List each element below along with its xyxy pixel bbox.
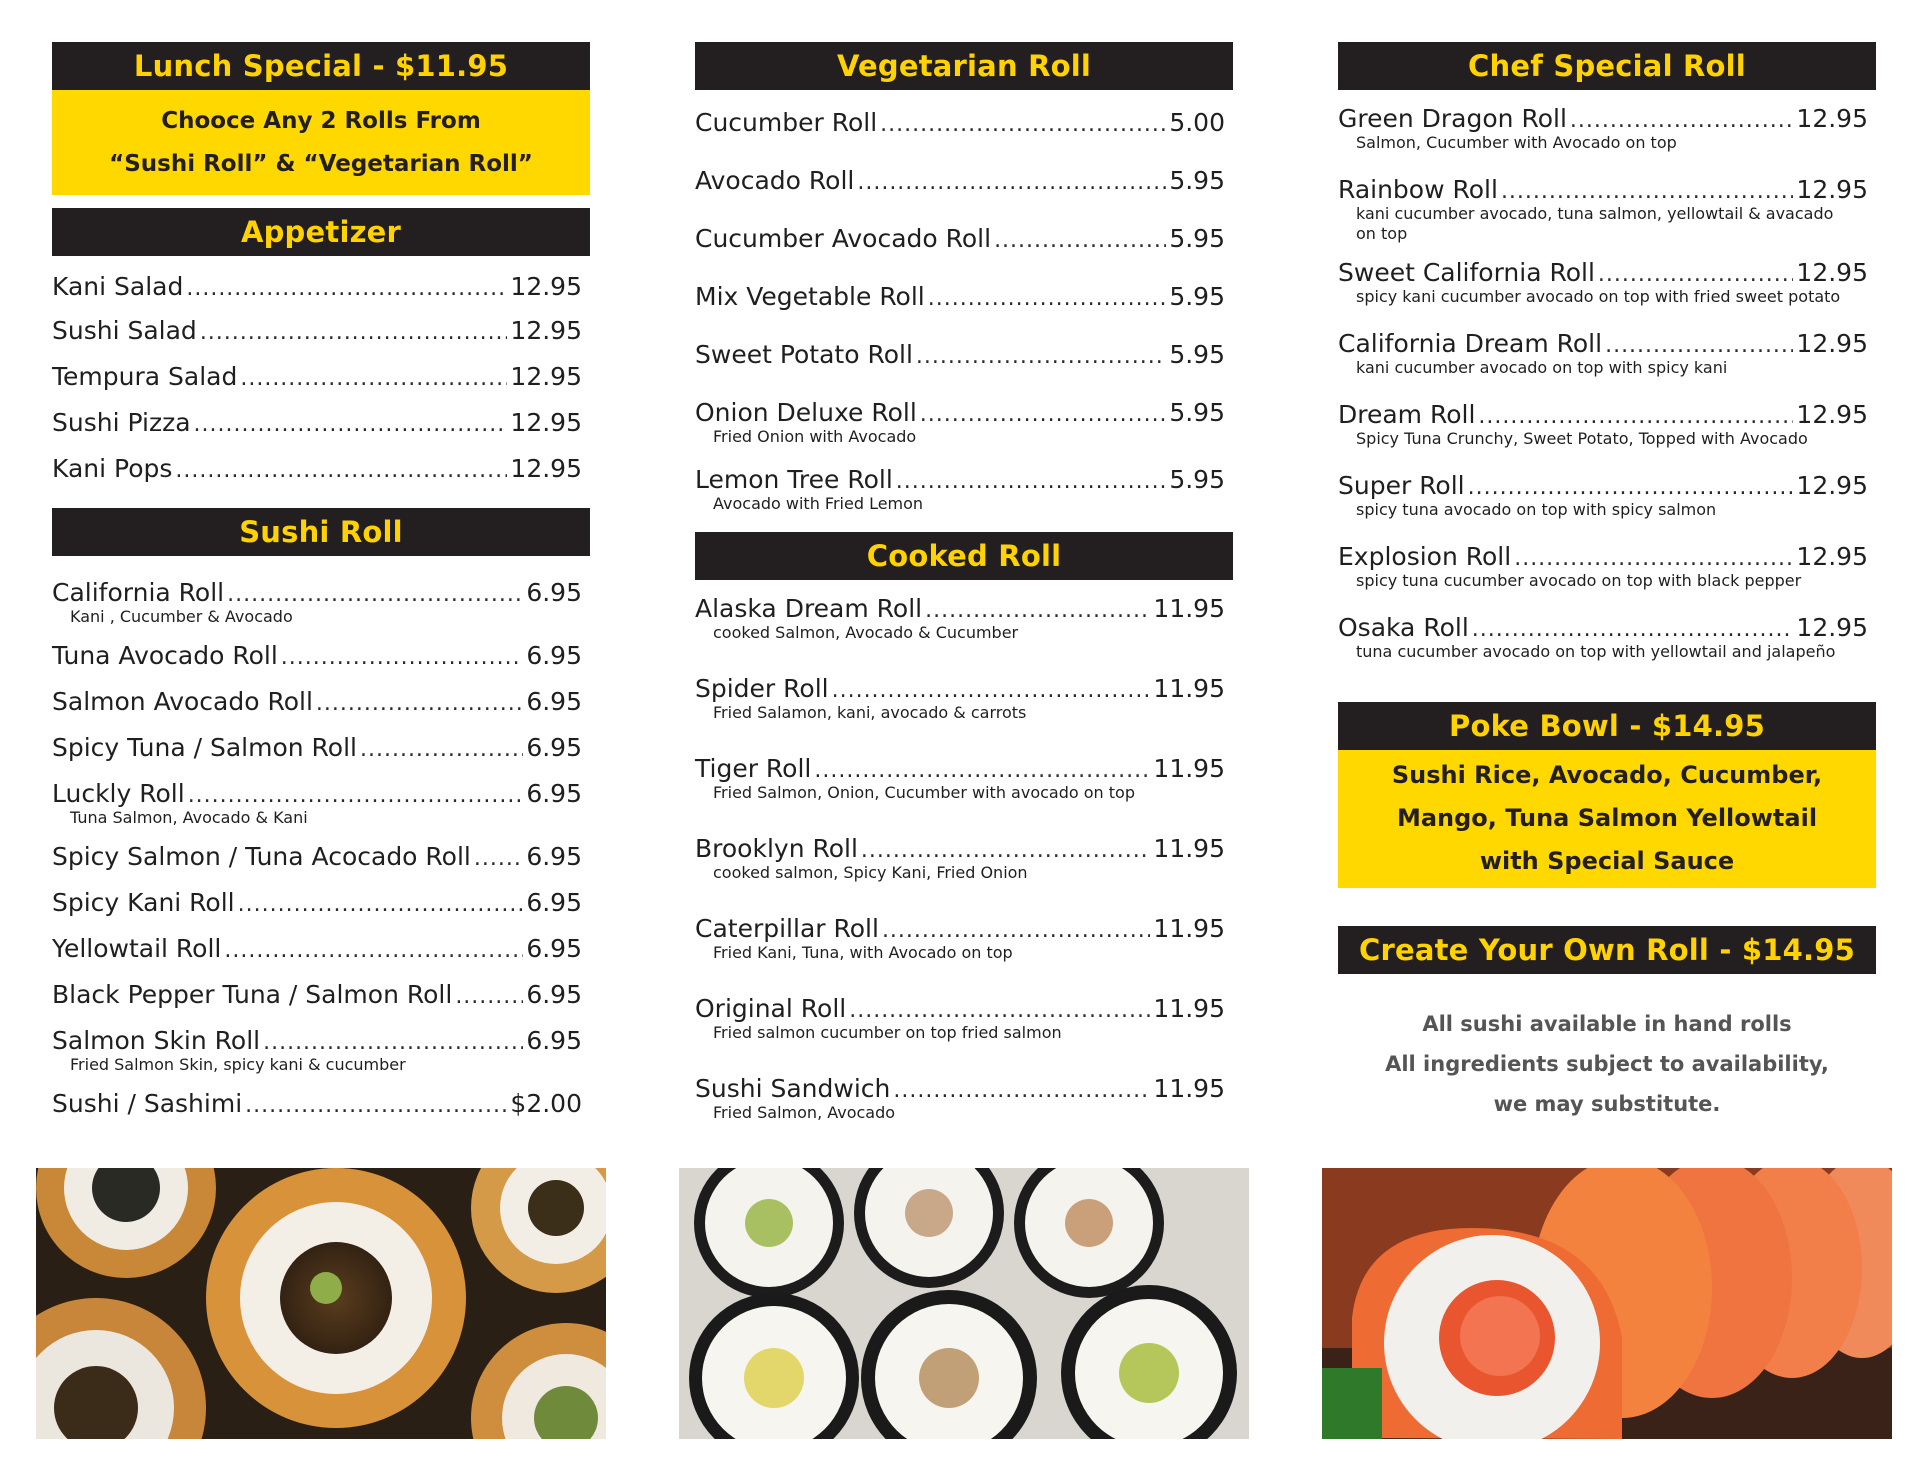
item-name: Sweet Potato Roll [695,340,913,369]
item-name: Osaka Roll [1338,613,1469,642]
menu-item [695,148,1233,206]
menu-item [52,828,590,874]
item-price: 6.95 [526,641,582,670]
appetizer-section [52,208,590,486]
item-name: Salmon Skin Roll [52,1026,261,1055]
item-description: Fried Kani, Tuna, with Avocado on top [713,943,1013,962]
item-description: Fried Salamon, kani, avocado & carrots [713,703,1027,722]
item-price: 12.95 [1796,329,1868,358]
item-price: 6.95 [526,980,582,1009]
appetizer-header: Appetizer [52,208,590,256]
fried-sushi-rolls-photo [36,1168,606,1439]
item-price: 6.95 [526,687,582,716]
item-description: Salmon, Cucumber with Avocado on top [1356,133,1677,152]
item-description: Avocado with Fried Lemon [713,494,924,513]
item-price: 11.95 [1153,674,1225,703]
menu-item [695,322,1233,380]
sushi-roll-section [52,508,590,1121]
cooked-roll-section [695,532,1233,1140]
item-description: cooked Salmon, Avocado & Cucumber [713,623,1019,642]
vegetarian-roll-section [695,42,1233,514]
item-name: Onion Deluxe Roll [695,398,917,427]
item-price: 5.95 [1169,398,1225,427]
item-price: 11.95 [1153,594,1225,623]
menu-item [695,580,1233,660]
sushi-roll-list [52,556,590,1121]
item-name: Spicy Salmon / Tuna Acocado Roll [52,842,471,871]
menu-item [52,348,590,394]
item-price: 12.95 [510,316,582,345]
vegetable-maki-rolls-photo [679,1168,1249,1439]
menu-item [1338,386,1876,457]
item-name: Spicy Kani Roll [52,888,235,917]
poke-bowl-line: Sushi Rice, Avocado, Cucumber, [1391,761,1823,789]
item-price: 12.95 [1796,542,1868,571]
cooked-roll-header: Cooked Roll [695,532,1233,580]
menu-item [695,264,1233,322]
item-price: 12.95 [1796,613,1868,642]
poke-bowl-header: Poke Bowl - $14.95 [1338,702,1876,750]
item-description: kani cucumber avocado, tuna salmon, yellowtail & avacado on top [1356,204,1834,243]
menu-item [695,380,1233,447]
menu-item [695,740,1233,820]
item-name: Cucumber Avocado Roll [695,224,992,253]
menu-item [695,980,1233,1060]
item-price: 12.95 [1796,400,1868,429]
item-name: Super Roll [1338,471,1465,500]
item-name: Kani Salad [52,272,184,301]
item-name: Spicy Tuna / Salmon Roll [52,733,357,762]
menu-item [695,660,1233,740]
lunch-special-header: Lunch Special - $11.95 [52,42,590,90]
item-price: 12.95 [1796,471,1868,500]
item-description: Fried Onion with Avocado [713,427,917,446]
menu-item [1338,457,1876,528]
item-name: Avocado Roll [695,166,855,195]
item-name: Yellowtail Roll [52,934,222,963]
note-line: we may substitute. [1493,1092,1721,1116]
menu-item [695,820,1233,900]
lunch-special-line: “Sushi Roll” & “Vegetarian Roll” [109,151,533,177]
item-name: Mix Vegetable Roll [695,282,925,311]
item-price: 11.95 [1153,1074,1225,1103]
item-name: Sweet California Roll [1338,258,1595,287]
item-name: Cucumber Roll [695,108,878,137]
item-description: spicy tuna cucumber avocado on top with black pepper [1356,571,1802,590]
item-name: Green Dragon Roll [1338,104,1567,133]
item-price: 12.95 [1796,104,1868,133]
item-description: Tuna Salmon, Avocado & Kani [70,808,308,827]
item-description: Fried salmon cucumber on top fried salmon [713,1023,1062,1042]
item-price: 11.95 [1153,834,1225,863]
item-price: 5.95 [1169,340,1225,369]
item-price: 5.95 [1169,224,1225,253]
item-description: kani cucumber avocado on top with spicy kani [1356,358,1728,377]
item-name: Luckly Roll [52,779,185,808]
item-price: 12.95 [1796,175,1868,204]
menu-item [52,556,590,627]
menu-item [695,90,1233,148]
menu-item [695,447,1233,514]
menu-item [1338,528,1876,599]
menu-item [695,1060,1233,1140]
item-description: Kani , Cucumber & Avocado [70,607,293,626]
item-price: 5.95 [1169,166,1225,195]
item-name: Spider Roll [695,674,829,703]
item-name: Lemon Tree Roll [695,465,893,494]
item-price: 6.95 [526,934,582,963]
item-name: Sushi Sandwich [695,1074,891,1103]
sushi-roll-header: Sushi Roll [52,508,590,556]
menu-item [52,440,590,486]
menu-item [52,920,590,966]
item-name: Tempura Salad [52,362,238,391]
menu-item [52,1075,590,1121]
appetizer-list [52,256,590,486]
item-price: 12.95 [510,454,582,483]
item-name: California Roll [52,578,225,607]
item-price: 11.95 [1153,994,1225,1023]
item-name: Sushi Pizza [52,408,191,437]
menu-item [52,874,590,920]
vegetarian-roll-header: Vegetarian Roll [695,42,1233,90]
salmon-rolls-photo [1322,1168,1892,1439]
item-name: Rainbow Roll [1338,175,1498,204]
note-line: All sushi available in hand rolls [1422,1012,1792,1036]
item-name: Dream Roll [1338,400,1476,429]
item-price: 6.95 [526,842,582,871]
chef-special-section [1338,42,1876,670]
item-name: Black Pepper Tuna / Salmon Roll [52,980,453,1009]
item-description: cooked salmon, Spicy Kani, Fried Onion [713,863,1028,882]
item-description: spicy kani cucumber avocado on top with fried sweet potato [1356,287,1841,306]
item-price: 11.95 [1153,914,1225,943]
item-name: California Dream Roll [1338,329,1603,358]
item-price: 11.95 [1153,754,1225,783]
menu-item [52,719,590,765]
menu-column-right [1338,42,1876,1124]
item-price: 6.95 [526,733,582,762]
item-price: 12.95 [510,408,582,437]
chef-special-list [1338,90,1876,670]
menu-item [52,1012,590,1075]
item-name: Tiger Roll [695,754,812,783]
menu-column-left [52,42,590,1121]
notes [1338,1004,1876,1124]
item-name: Explosion Roll [1338,542,1512,571]
menu-item [695,900,1233,980]
item-price: 12.95 [510,362,582,391]
menu-item [1338,599,1876,670]
item-price: $2.00 [510,1089,582,1118]
menu-item [1338,161,1876,244]
vegetarian-roll-list [695,90,1233,514]
menu-column-middle [695,42,1233,1140]
note-line: All ingredients subject to availability, [1385,1052,1829,1076]
item-name: Brooklyn Roll [695,834,858,863]
item-price: 6.95 [526,578,582,607]
item-name: Tuna Avocado Roll [52,641,278,670]
poke-bowl-line: Mango, Tuna Salmon Yellowtail [1396,804,1818,832]
menu-item [52,256,590,302]
item-name: Kani Pops [52,454,173,483]
menu-item [1338,244,1876,315]
menu-item [52,765,590,828]
item-description: tuna cucumber avocado on top with yellowtail and jalapeño [1356,642,1836,661]
menu-item [52,966,590,1012]
item-description: Fried Salmon, Avocado [713,1103,896,1122]
menu-item [52,394,590,440]
item-name: Original Roll [695,994,847,1023]
menu-item [1338,315,1876,386]
item-name: Salmon Avocado Roll [52,687,313,716]
item-description: Spicy Tuna Crunchy, Sweet Potato, Topped with Avocado [1356,429,1808,448]
item-price: 5.95 [1169,282,1225,311]
item-name: Sushi / Sashimi [52,1089,243,1118]
item-name: Caterpillar Roll [695,914,879,943]
create-your-own-header: Create Your Own Roll - $14.95 [1338,926,1876,974]
menu-item [52,627,590,673]
lunch-special-line: Chooce Any 2 Rolls From [161,108,481,134]
menu-item [695,206,1233,264]
item-description: Fried Salmon, Onion, Cucumber with avocado on top [713,783,1135,802]
item-description: Fried Salmon Skin, spicy kani & cucumber [70,1055,406,1074]
item-price: 6.95 [526,1026,582,1055]
item-name: Alaska Dream Roll [695,594,923,623]
item-price: 12.95 [510,272,582,301]
item-description: spicy tuna avocado on top with spicy salmon [1356,500,1717,519]
menu-item [1338,90,1876,161]
chef-special-header: Chef Special Roll [1338,42,1876,90]
item-price: 12.95 [1796,258,1868,287]
item-price: 5.00 [1169,108,1225,137]
poke-bowl-box [1338,750,1876,888]
poke-bowl-line: with Special Sauce [1479,847,1735,875]
cooked-roll-list [695,580,1233,1140]
item-price: 5.95 [1169,465,1225,494]
item-name: Sushi Salad [52,316,197,345]
menu-item [52,302,590,348]
lunch-special-box [52,90,590,195]
item-price: 6.95 [526,779,582,808]
item-price: 6.95 [526,888,582,917]
menu-item [52,673,590,719]
